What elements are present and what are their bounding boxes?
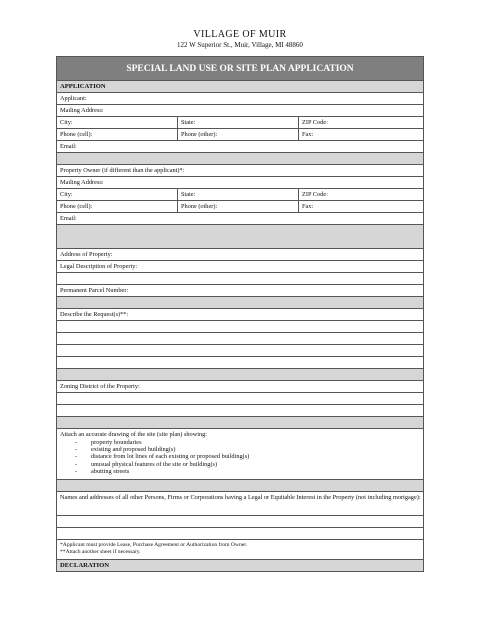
legal-description-label: Legal Description of Property: [60,263,138,270]
spacer-row [57,153,423,165]
spacer-row [57,417,423,429]
address-of-property-label: Address of Property: [60,251,113,258]
application-heading: APPLICATION [60,83,106,90]
form-banner: SPECIAL LAND USE OR SITE PLAN APPLICATION [57,57,423,81]
state-field[interactable]: State: [178,117,299,128]
address-of-property-row[interactable] [57,249,423,261]
property-owner-label: Property Owner (if different than the applicant)*: [60,167,185,174]
application-form [56,56,424,572]
describe-request-label: Describe the Request(s)**: [60,311,129,318]
spacer-row [57,225,423,249]
owner-email-row[interactable] [57,213,423,225]
zoning-blank-row[interactable] [57,393,423,405]
interest-blank-row[interactable] [57,516,423,528]
spacer-row [57,480,423,492]
owner-state-field[interactable]: State: [178,189,299,200]
phone-cell-field[interactable]: Phone (cell): [57,129,178,140]
zip-field[interactable]: ZIP Code: [302,119,328,126]
zoning-district-label: Zoning District of the Property: [60,383,140,390]
phone-other-field[interactable]: Phone (other): [178,129,299,140]
legal-description-blank-row[interactable] [57,273,423,285]
mailing-address-label: Mailing Address: [60,107,104,114]
owner-phone-row [57,201,423,213]
interest-parties-label: Names and addresses of all other Persons, Firms or Corporations having a Legal or Equitable Interest in the Property (not including mortgage): [60,494,421,501]
request-blank-row[interactable] [57,357,423,369]
declaration-heading: DECLARATION [60,562,109,569]
mailing-address-row[interactable] [57,105,423,117]
owner-mailing-address-row[interactable] [57,177,423,189]
request-blank-row[interactable] [57,321,423,333]
list-item: - property boundaries [60,439,420,446]
declaration-heading-row [57,560,423,572]
request-blank-row[interactable] [57,333,423,345]
village-address: 122 W Superior St., Muir, Village, MI 48860 [177,41,303,49]
application-heading-row [57,81,423,93]
zoning-district-row[interactable] [57,381,423,393]
owner-mailing-address-label: Mailing Address: [60,179,104,186]
list-item: - distance from lot lines of each existing or proposed building(s) [60,453,420,460]
phone-row [57,129,423,141]
interest-parties-row[interactable] [57,492,423,516]
footnote-extra-sheet: **Attach another sheet if necessary. [60,549,141,555]
site-plan-list [60,439,420,475]
interest-blank-row[interactable] [57,528,423,540]
list-item: - unusual physical features of the site or building(s) [60,461,420,468]
site-plan-intro: Attach an accurate drawing of the site (site plan) showing: [60,431,208,438]
parcel-number-row[interactable] [57,285,423,297]
fax-field[interactable]: Fax: [302,131,314,138]
list-item: - existing and proposed building(s) [60,446,420,453]
village-title: VILLAGE OF MUIR [193,29,287,40]
owner-city-state-zip-row [57,189,423,201]
footnotes [57,540,423,560]
request-blank-row[interactable] [57,345,423,357]
owner-phone-other-field[interactable]: Phone (other): [178,201,299,212]
email-row[interactable] [57,141,423,153]
owner-city-field[interactable]: City: [57,189,178,200]
city-field[interactable]: City: [57,117,178,128]
list-item: - abutting streets [60,468,420,475]
owner-email-label: Email: [60,215,77,222]
email-label: Email: [60,143,77,150]
applicant-label: Applicant: [60,95,87,102]
spacer-row [57,297,423,309]
owner-phone-cell-field[interactable]: Phone (cell): [57,201,178,212]
site-plan-section [57,429,423,480]
property-owner-row[interactable] [57,165,423,177]
zoning-blank-row[interactable] [57,405,423,417]
parcel-number-label: Permanent Parcel Number: [60,287,129,294]
footnote-owner-authorization: *Applicant must provide Lease, Purchase Agreement or Authorization from Owner. [60,542,248,548]
owner-zip-field[interactable]: ZIP Code: [302,191,328,198]
describe-request-row[interactable] [57,309,423,321]
spacer-row [57,369,423,381]
owner-fax-field[interactable]: Fax: [302,203,314,210]
applicant-row[interactable] [57,93,423,105]
city-state-zip-row [57,117,423,129]
legal-description-row[interactable] [57,261,423,273]
